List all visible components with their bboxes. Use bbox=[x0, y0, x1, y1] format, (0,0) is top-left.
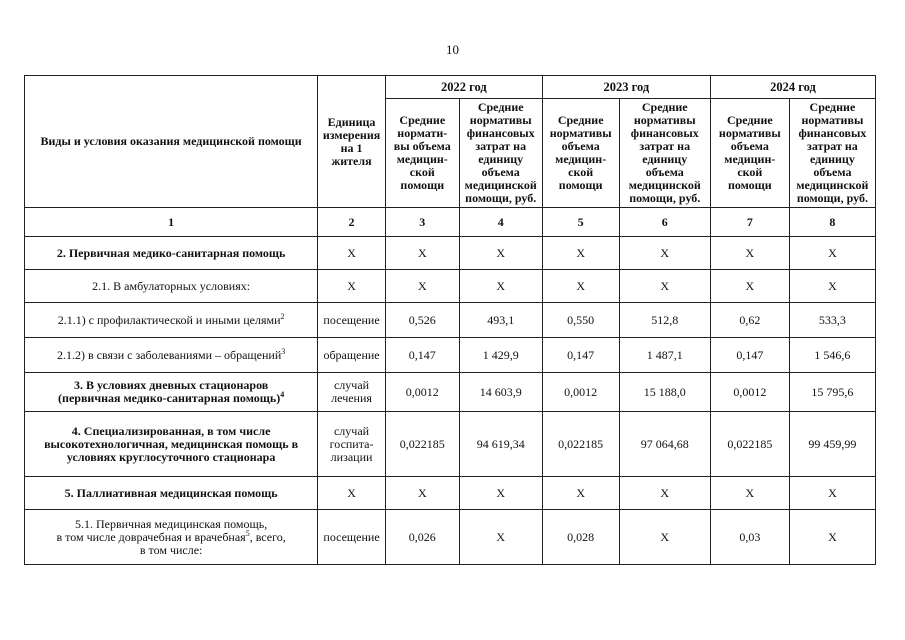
cell-value: 512,8 bbox=[619, 303, 710, 338]
cell-value: 94 619,34 bbox=[459, 412, 542, 477]
header-volume-2023: Средние нормативы объема медицин- ской помощи bbox=[542, 99, 619, 208]
row-label: 5. Паллиативная медицинская помощь bbox=[25, 477, 318, 510]
footnote-marker: 2 bbox=[280, 311, 285, 321]
cell-value: 1 487,1 bbox=[619, 338, 710, 373]
cell-value: 0,62 bbox=[710, 303, 789, 338]
row-unit: случай лечения bbox=[318, 373, 386, 412]
cell-value: 0,022185 bbox=[710, 412, 789, 477]
cell-value: 0,0012 bbox=[710, 373, 789, 412]
cell-value: Х bbox=[459, 510, 542, 565]
footnote-marker: 5 bbox=[245, 528, 250, 538]
header-year-2024: 2024 год bbox=[710, 76, 875, 99]
row-label bbox=[25, 373, 318, 412]
row-label-text-tail: , всего, в том числе: bbox=[139, 529, 286, 557]
header-unit: Единица измерения на 1 жителя bbox=[318, 76, 386, 208]
row-label-text: 3. В условиях дневных стационаров (первичная медико-санитарная помощь) bbox=[58, 378, 281, 405]
cell-value: 0,550 bbox=[542, 303, 619, 338]
cell-value: 533,3 bbox=[789, 303, 875, 338]
cell-value: 493,1 bbox=[459, 303, 542, 338]
cell-value: 99 459,99 bbox=[789, 412, 875, 477]
cell-value: Х bbox=[542, 237, 619, 270]
cell-value: 14 603,9 bbox=[459, 373, 542, 412]
row-label-text: 2.1.1) с профилактической и иными целями bbox=[57, 312, 281, 327]
row-unit: Х bbox=[318, 270, 386, 303]
row-label: 2.1. В амбулаторных условиях: bbox=[25, 270, 318, 303]
medical-norms-table bbox=[24, 75, 876, 565]
header-volume-2022: Средние нормати- вы объема медицин- ской помощи bbox=[385, 99, 459, 208]
cell-value: Х bbox=[459, 477, 542, 510]
cell-value: 0,03 bbox=[710, 510, 789, 565]
header-volume-2024: Средние нормативы объема медицин- ской помощи bbox=[710, 99, 789, 208]
cell-value: 0,022185 bbox=[542, 412, 619, 477]
table-row bbox=[25, 237, 876, 270]
column-number: 8 bbox=[789, 208, 875, 237]
page-number: 10 bbox=[446, 42, 459, 57]
row-label: 2. Первичная медико-санитарная помощь bbox=[25, 237, 318, 270]
column-number: 7 bbox=[710, 208, 789, 237]
header-cost-2022: Средние нормативы финансовых затрат на единицу объема медицинской помощи, руб. bbox=[459, 99, 542, 208]
row-unit: посещение bbox=[318, 303, 386, 338]
cell-value: Х bbox=[542, 270, 619, 303]
cell-value: 0,0012 bbox=[542, 373, 619, 412]
cell-value: Х bbox=[385, 237, 459, 270]
cell-value: Х bbox=[789, 270, 875, 303]
row-unit: обращение bbox=[318, 338, 386, 373]
cell-value: 0,0012 bbox=[385, 373, 459, 412]
cell-value: 0,022185 bbox=[385, 412, 459, 477]
cell-value: 0,147 bbox=[385, 338, 459, 373]
cell-value: Х bbox=[459, 270, 542, 303]
table-row bbox=[25, 303, 876, 338]
cell-value: 97 064,68 bbox=[619, 412, 710, 477]
cell-value: Х bbox=[619, 237, 710, 270]
row-unit: Х bbox=[318, 477, 386, 510]
row-label: 4. Специализированная, в том числе высокотехнологичная, медицинская помощь в условиях круглосуточного стационара bbox=[25, 412, 318, 477]
cell-value: Х bbox=[619, 510, 710, 565]
cell-value: 1 546,6 bbox=[789, 338, 875, 373]
row-label bbox=[25, 510, 318, 565]
row-unit: посещение bbox=[318, 510, 386, 565]
column-numbers-row bbox=[25, 208, 876, 237]
header-year-2022: 2022 год bbox=[385, 76, 542, 99]
table-row bbox=[25, 338, 876, 373]
cell-value: Х bbox=[459, 237, 542, 270]
cell-value: Х bbox=[710, 237, 789, 270]
cell-value: 0,147 bbox=[542, 338, 619, 373]
header-cost-2024: Средние нормативы финансовых затрат на единицу объема медицинской помощи, руб. bbox=[789, 99, 875, 208]
cell-value: Х bbox=[789, 477, 875, 510]
footnote-marker: 4 bbox=[280, 390, 285, 399]
cell-value: Х bbox=[619, 477, 710, 510]
row-label bbox=[25, 338, 318, 373]
header-care-types: Виды и условия оказания медицинской помощи bbox=[25, 76, 318, 208]
cell-value: 1 429,9 bbox=[459, 338, 542, 373]
cell-value: Х bbox=[789, 510, 875, 565]
cell-value: Х bbox=[789, 237, 875, 270]
header-cost-2023: Средние нормативы финансовых затрат на единицу объема медицинской помощи, руб. bbox=[619, 99, 710, 208]
cell-value: Х bbox=[385, 270, 459, 303]
header-year-2023: 2023 год bbox=[542, 76, 710, 99]
table-row bbox=[25, 270, 876, 303]
cell-value: 15 795,6 bbox=[789, 373, 875, 412]
row-unit: случай госпита- лизации bbox=[318, 412, 386, 477]
footnote-marker: 3 bbox=[281, 346, 286, 356]
cell-value: Х bbox=[542, 477, 619, 510]
column-number: 3 bbox=[385, 208, 459, 237]
column-number: 5 bbox=[542, 208, 619, 237]
cell-value: 0,028 bbox=[542, 510, 619, 565]
table-row bbox=[25, 510, 876, 565]
table-row bbox=[25, 477, 876, 510]
cell-value: Х bbox=[385, 477, 459, 510]
table-row bbox=[25, 373, 876, 412]
column-number: 2 bbox=[318, 208, 386, 237]
column-number: 4 bbox=[459, 208, 542, 237]
cell-value: 15 188,0 bbox=[619, 373, 710, 412]
cell-value: Х bbox=[619, 270, 710, 303]
cell-value: 0,147 bbox=[710, 338, 789, 373]
cell-value: Х bbox=[710, 270, 789, 303]
cell-value: 0,026 bbox=[385, 510, 459, 565]
column-number: 6 bbox=[619, 208, 710, 237]
column-number: 1 bbox=[25, 208, 318, 237]
table-row bbox=[25, 412, 876, 477]
row-label-text: 2.1.2) в связи с заболеваниями – обращений bbox=[56, 347, 282, 362]
cell-value: Х bbox=[710, 477, 789, 510]
row-label-text: 5.1. Первичная медицинская помощь, в том числе доврачебная и врачебная bbox=[56, 516, 268, 544]
row-label bbox=[25, 303, 318, 338]
row-unit: Х bbox=[318, 237, 386, 270]
cell-value: 0,526 bbox=[385, 303, 459, 338]
